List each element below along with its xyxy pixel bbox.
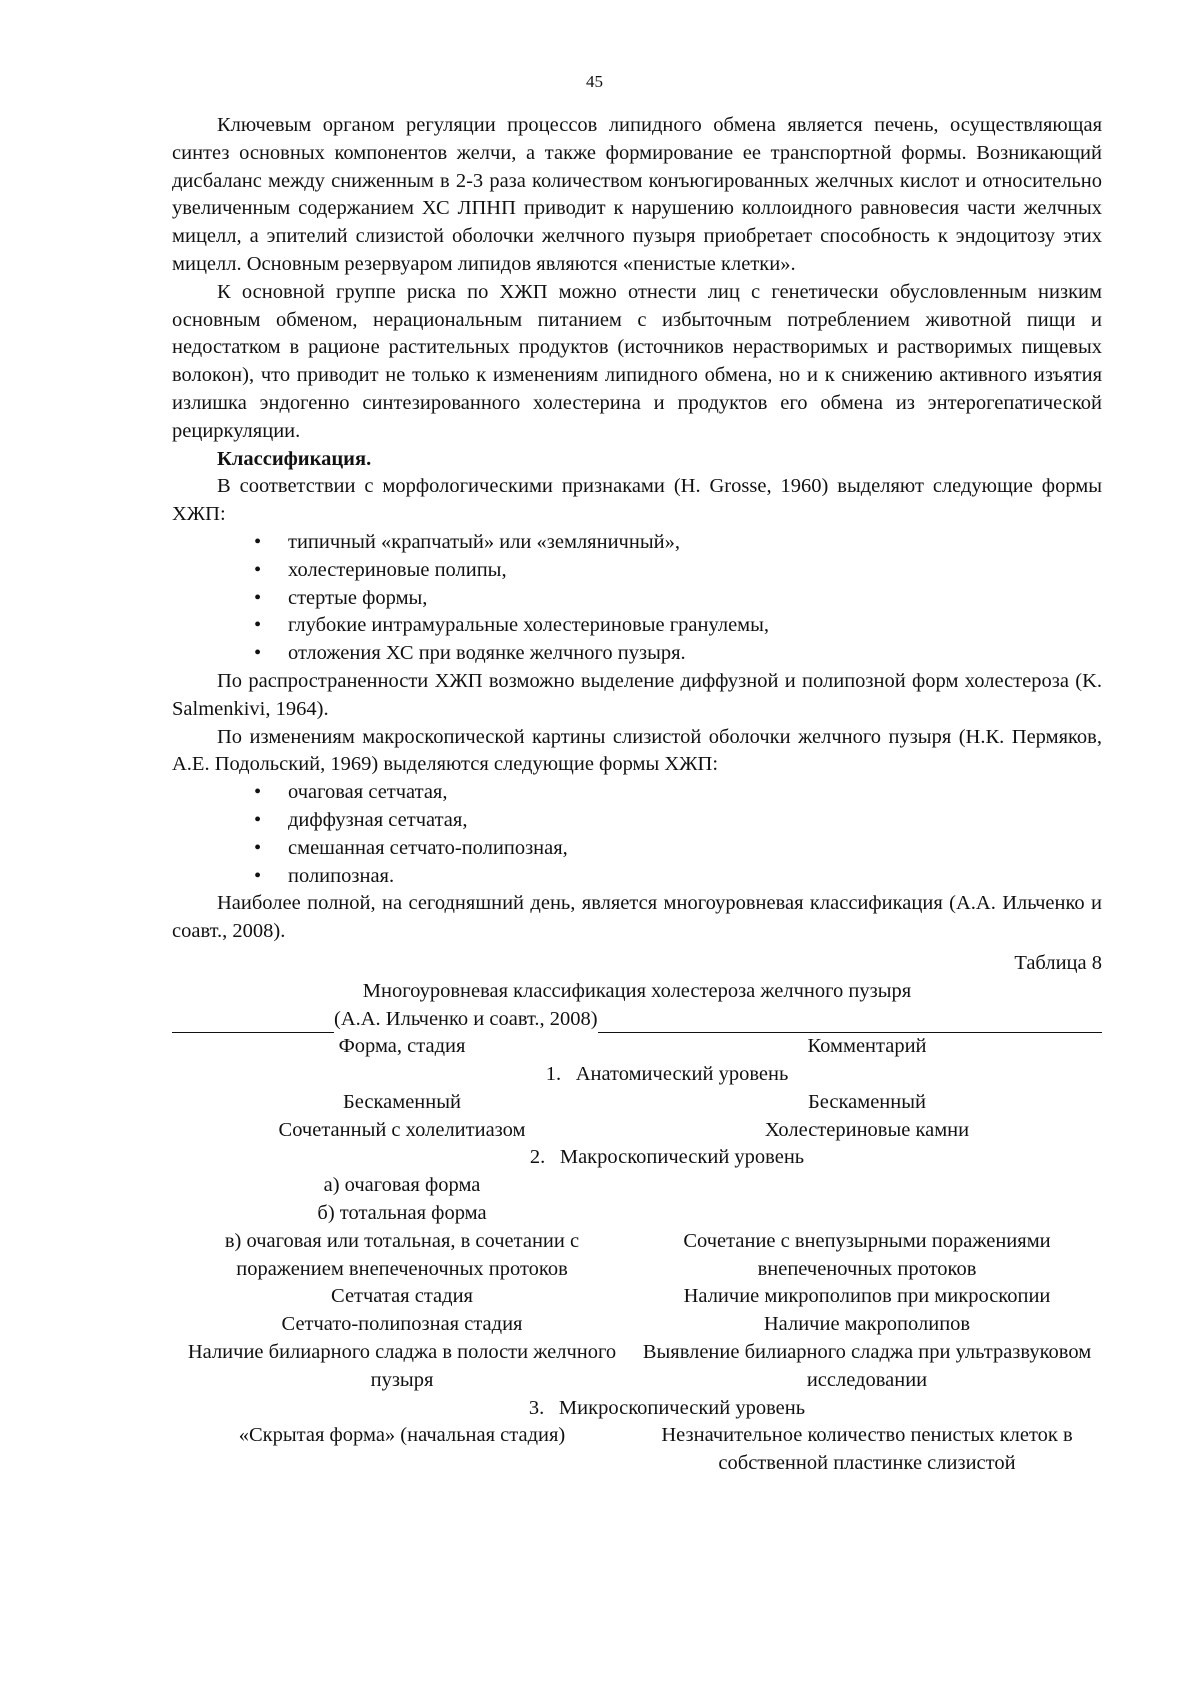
column-header-comment: Комментарий — [807, 1035, 927, 1058]
comment-cell: Наличие микрополипов при микроскопии — [683, 1285, 1051, 1308]
table-row — [172, 1089, 1102, 1117]
table-row — [172, 1228, 1102, 1284]
paragraph: Ключевым органом регуляции процессов липидного обмена является печень, осуществляющая синтез основных компонентов желчи, а также формирование ее транспортной формы. Возникающий дисбаланс между сниженным в 2-3 раза количеством конъюгированных желчных кислот и относительно увеличенным содержанием ХС ЛПНП приводит к нарушению коллоидного равновесия части желчных мицелл, а эпителий слизистой оболочки желчного пузыря приобретает способность к эндоцитозу этих мицелл. Основным резервуаром липидов являются «пенистые клетки». — [172, 114, 1102, 275]
list-item: • типичный «крапчатый» или «земляничный», — [254, 529, 1102, 557]
page-number: 45 — [586, 72, 603, 91]
level-title: Анатомический уровень — [575, 1063, 789, 1086]
form-cell: Бескаменный — [343, 1090, 461, 1113]
form-cell: Наличие билиарного сладжа в полости желчного пузыря — [187, 1341, 617, 1391]
level-number: 3. — [528, 1396, 545, 1419]
column-header-form: Форма, стадия — [338, 1035, 466, 1058]
form-cell: Сетчато-полипозная стадия — [281, 1313, 523, 1336]
paragraph: Наиболее полной, на сегодняшний день, является многоуровневая классификация (А.А. Ильченко и соавт., 2008). — [172, 892, 1102, 943]
level-number: 1. — [545, 1063, 562, 1086]
classification-table — [172, 950, 1102, 1478]
table-row — [172, 1200, 1102, 1228]
table-subtitle-row — [172, 1006, 1102, 1034]
table-header-row — [172, 1033, 1102, 1061]
comment-cell: Выявление билиарного сладжа при ультразвуковом исследовании — [642, 1341, 1092, 1391]
list-item: • смешанная сетчато-полипозная, — [254, 835, 1102, 863]
form-cell: «Скрытая форма» (начальная стадия) — [238, 1424, 566, 1447]
paragraph: К основной группе риска по ХЖП можно отнести лиц с генетически обусловленным низким основным обменом, нерациональным питанием с избыточным потреблением животной пищи и недостатком в рационе растительных продуктов (источников нерастворимых и растворимых пищевых волокон), что приводит не только к изменениям липидного обмена, но и к снижению активного изъятия излишка эндогенно синтезированного холестерина и продуктов его обмена из энтерогепатической рециркуляции. — [172, 280, 1102, 442]
form-cell: Сочетанный с холелитиазом — [278, 1118, 526, 1141]
table-row — [172, 1339, 1102, 1395]
list-item: • полипозная. — [254, 863, 1102, 891]
section-heading: Классификация. — [217, 447, 372, 470]
level-heading — [172, 1144, 1102, 1172]
table-row — [172, 1283, 1102, 1311]
level-title: Макроскопический уровень — [559, 1146, 805, 1169]
form-cell: б) тотальная форма — [317, 1202, 487, 1225]
list-item: • диффузная сетчатая, — [254, 807, 1102, 835]
list-item: • отложения ХС при водянке желчного пузыря. — [254, 640, 1102, 668]
paragraph: В соответствии с морфологическими признаками (H. Grosse, 1960) выделяют следующие формы ХЖП: — [172, 475, 1103, 526]
table-caption: Таблица 8 — [1014, 951, 1102, 974]
table-title: Многоуровневая классификация холестероза желчного пузыря — [362, 979, 912, 1002]
comment-cell: Холестериновые камни — [764, 1118, 970, 1141]
list-item: • холестериновые полипы, — [254, 557, 1102, 585]
comment-cell: Наличие макрополипов — [763, 1313, 971, 1336]
table-row — [172, 1117, 1102, 1145]
list-item: • стертые формы, — [254, 585, 1102, 613]
table-row — [172, 1311, 1102, 1339]
subtitle-rule-right — [598, 1012, 1102, 1033]
bullet-list — [172, 529, 1102, 668]
form-cell: а) очаговая форма — [323, 1174, 481, 1197]
comment-cell — [632, 1200, 1102, 1228]
paragraph: По изменениям макроскопической картины слизистой оболочки желчного пузыря (Н.К. Пермяков, А.Е. Подольский, 1969) выделяются следующие формы ХЖП: — [172, 725, 1102, 776]
comment-cell — [632, 1172, 1102, 1200]
subtitle-rule-left — [172, 1012, 334, 1033]
level-number: 2. — [529, 1146, 546, 1169]
comment-cell: Бескаменный — [808, 1090, 926, 1113]
form-cell: в) очаговая или тотальная, в сочетании с поражением внепеченочных протоков — [224, 1229, 580, 1280]
table-row — [172, 1172, 1102, 1200]
level-heading — [172, 1061, 1102, 1089]
comment-cell: Сочетание с внепузырными поражениями внепеченочных протоков — [683, 1229, 1051, 1280]
table-subtitle: (А.А. Ильченко и соавт., 2008) — [334, 1007, 598, 1030]
paragraph: По распространенности ХЖП возможно выделение диффузной и полипозной форм холестероза (K. Salmenkivi, 1964). — [172, 669, 1102, 720]
list-item: • глубокие интрамуральные холестериновые гранулемы, — [254, 612, 1102, 640]
table-row — [172, 1422, 1102, 1478]
level-heading — [172, 1395, 1102, 1423]
page-body — [172, 112, 1102, 1478]
bullet-list — [172, 779, 1102, 890]
level-title: Микроскопический уровень — [558, 1396, 806, 1419]
form-cell: Сетчатая стадия — [331, 1285, 473, 1308]
list-item: • очаговая сетчатая, — [254, 779, 1102, 807]
comment-cell: Незначительное количество пенистых клеток в собственной пластинке слизистой — [661, 1424, 1073, 1475]
